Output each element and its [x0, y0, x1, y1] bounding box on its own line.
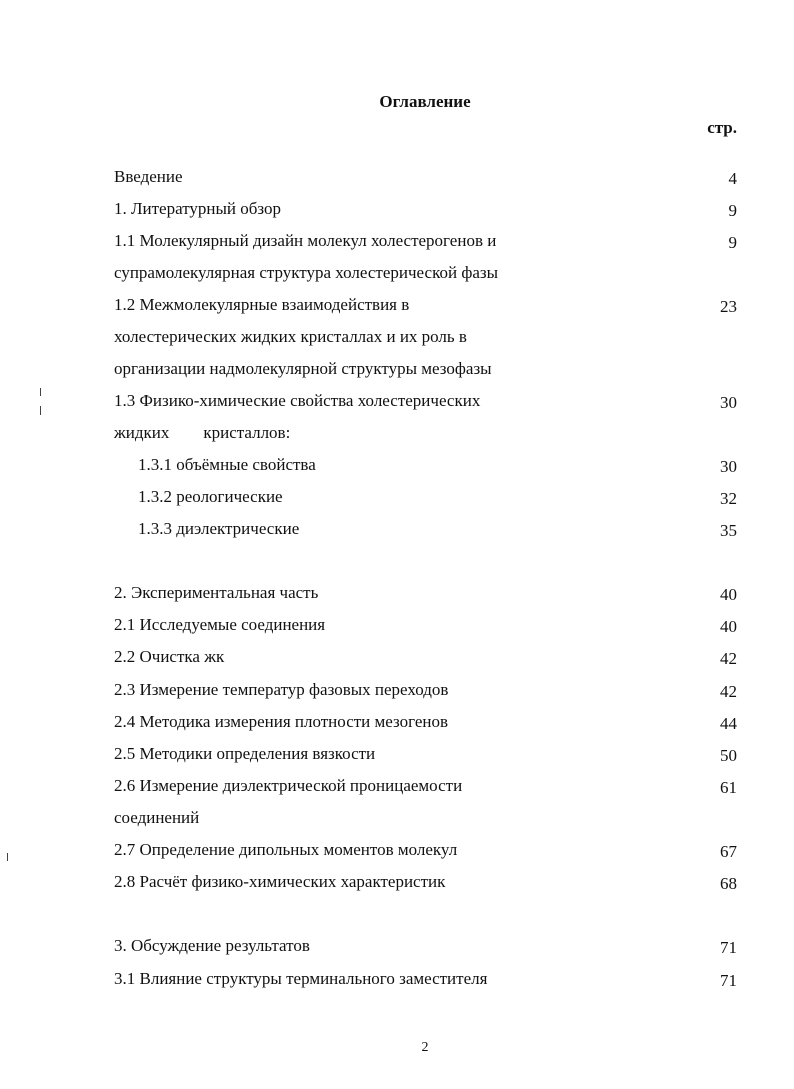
toc-entry-page: 9 — [728, 233, 737, 252]
toc-entry-text: 1.2 Межмолекулярные взаимодействия в — [114, 295, 410, 314]
toc-entry-text: соединений — [114, 808, 200, 827]
toc-entry-page: 30 — [720, 393, 737, 412]
toc-entry-text: 2.5 Методики определения вязкости — [114, 744, 376, 763]
pages-column-label: стр. — [707, 118, 737, 137]
scan-mark — [40, 388, 41, 396]
scan-mark — [7, 853, 8, 861]
toc-heading: Оглавление — [379, 92, 471, 111]
toc-entry-page: 4 — [728, 169, 737, 188]
toc-entry-text: 2.4 Методика измерения плотности мезогенов — [114, 712, 449, 731]
toc-entry-text: холестерических жидких кристаллах и их роль в — [114, 327, 467, 346]
toc-entry-page: 40 — [720, 585, 737, 604]
toc-entry-text: 2.2 Очистка жк — [114, 647, 225, 666]
toc-entry-text: 2.3 Измерение температур фазовых переходов — [114, 680, 449, 699]
toc-entry-page: 50 — [720, 746, 737, 765]
toc-entry-text: Введение — [114, 167, 183, 186]
toc-entry-page: 32 — [720, 489, 737, 508]
toc-entry-page: 71 — [720, 938, 737, 957]
toc-entry-page: 71 — [720, 971, 737, 990]
toc-entry-text: 2. Экспериментальная часть — [114, 583, 319, 602]
toc-entry-page: 44 — [720, 714, 737, 733]
toc-entry-page: 35 — [720, 521, 737, 540]
toc-entry-page: 67 — [720, 842, 737, 861]
toc-entry-page: 9 — [728, 201, 737, 220]
toc-entry-text: 2.8 Расчёт физико-химических характеристик — [114, 872, 446, 891]
toc-entry-text: 1.3.2 реологические — [138, 487, 283, 506]
toc-entry-page: 42 — [720, 649, 737, 668]
toc-entry-page: 42 — [720, 682, 737, 701]
toc-entry-page: 23 — [720, 297, 737, 316]
toc-entry-text: 1. Литературный обзор — [114, 199, 282, 218]
toc-entry-text: 1.3.3 диэлектрические — [138, 519, 300, 538]
toc-entry-text: 1.1 Молекулярный дизайн молекул холестерогенов и — [114, 231, 497, 250]
toc-entry-text: 1.3 Физико-химические свойства холестерических — [114, 391, 481, 410]
toc-entry-page: 40 — [720, 617, 737, 636]
scan-mark — [40, 406, 41, 415]
toc-entry-text: 3. Обсуждение результатов — [114, 936, 310, 955]
page-number: 2 — [421, 1040, 429, 1055]
toc-entry-text: организации надмолекулярной структуры мезофазы — [114, 359, 492, 378]
toc-entry-text: жидких кристаллов: — [114, 423, 291, 442]
toc-entry-text: 2.6 Измерение диэлектрической проницаемости — [114, 776, 463, 795]
toc-entry-text: 3.1 Влияние структуры терминального заместителя — [114, 969, 488, 988]
toc-entry-page: 68 — [720, 874, 737, 893]
toc-entry-page: 61 — [720, 778, 737, 797]
toc-entry-text: 2.1 Исследуемые соединения — [114, 615, 326, 634]
toc-entry-text: 1.3.1 объёмные свойства — [138, 455, 316, 474]
toc-entry-text: супрамолекулярная структура холестерической фазы — [114, 263, 499, 282]
toc-entry-page: 30 — [720, 457, 737, 476]
toc-entry-text: 2.7 Определение дипольных моментов молекул — [114, 840, 458, 859]
